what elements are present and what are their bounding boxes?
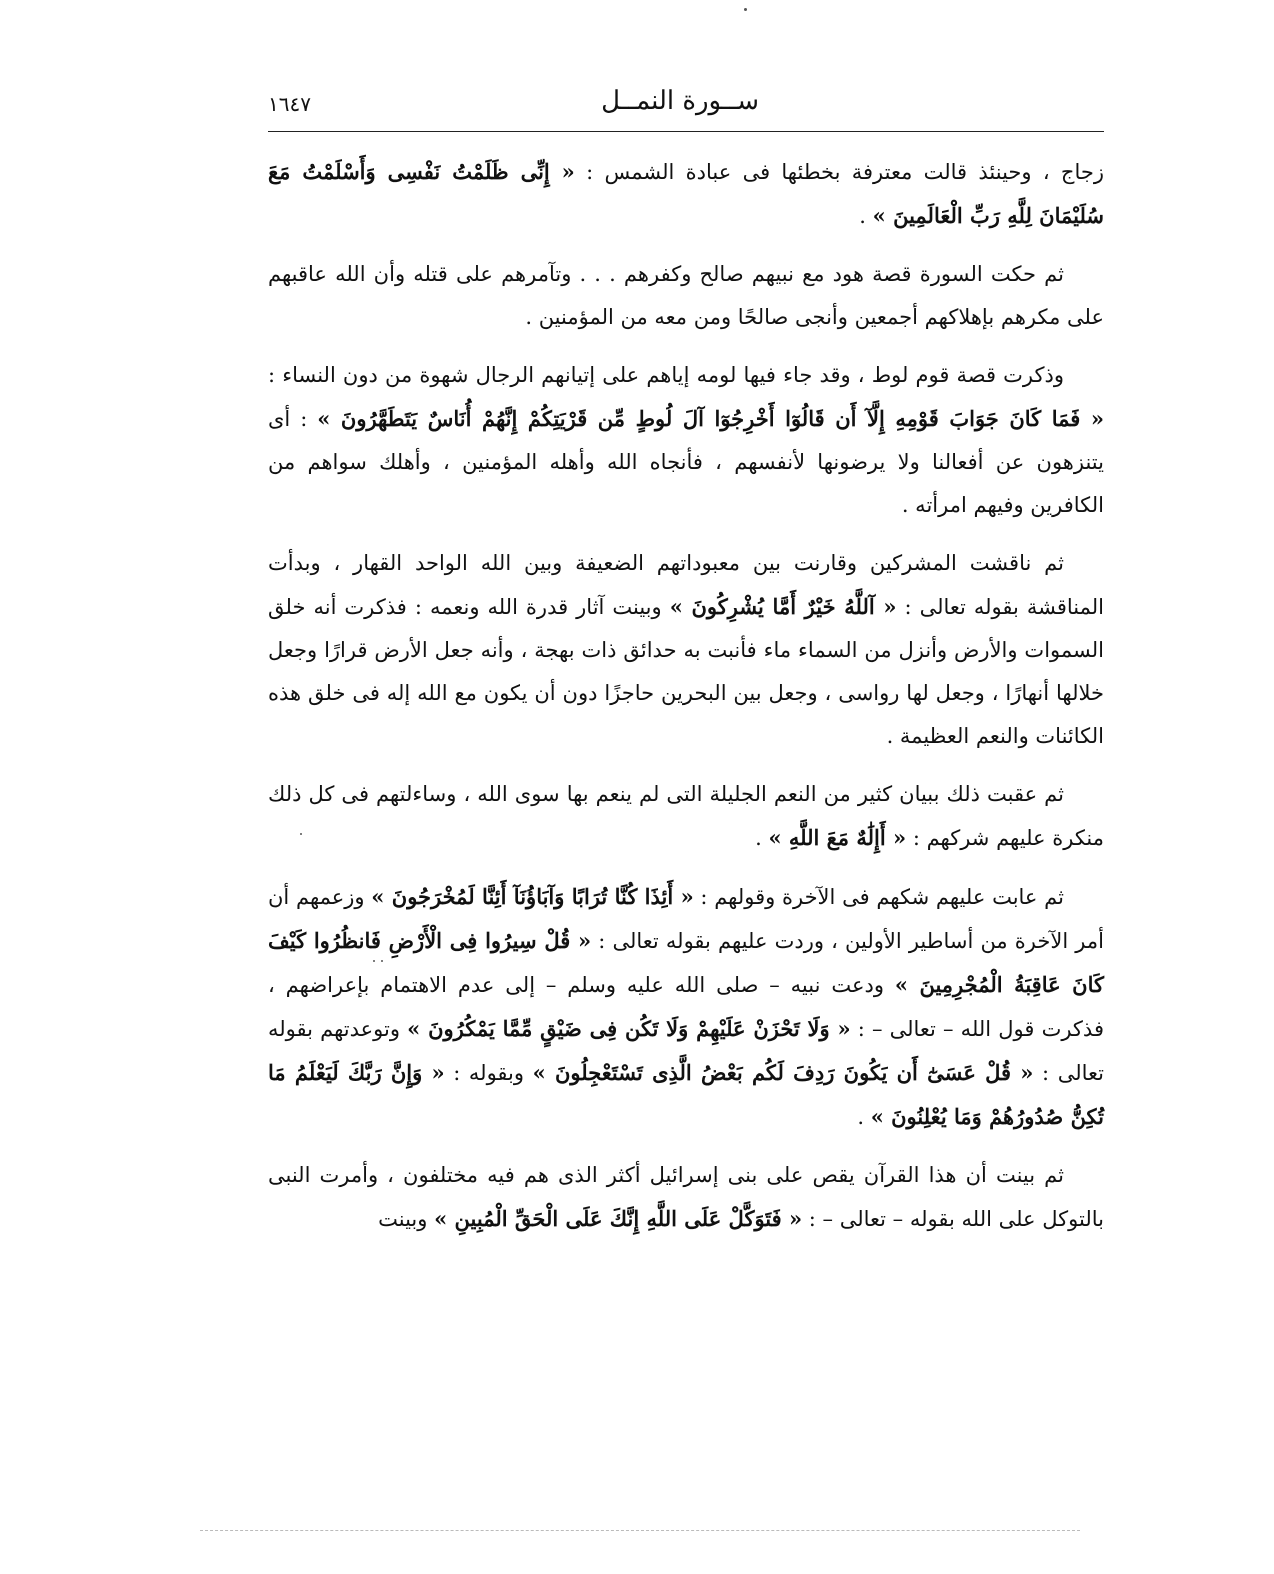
paragraph-text: ثم ناقشت المشركين وقارنت بين معبوداتهم الضعيفة وبين الله الواحد القهار ، وبدأت المناقشة بقوله تعالى : — [268, 551, 1104, 619]
quran-quote: « قُلْ سِيرُوا فِى الْأَرْضِ فَانظُرُوا كَيْفَ كَانَ عَاقِبَةُ الْمُجْرِمِينَ » — [268, 928, 1104, 997]
quran-quote: « آللَّهُ خَيْرٌ أَمَّا يُشْرِكُونَ » — [669, 594, 897, 619]
paragraph-5 — [268, 773, 1104, 860]
paragraph-text: وبينت آثار قدرة الله ونعمه : فذكرت أنه خلق السموات والأرض وأنزل من السماء ماء فأنبت به حدائق ذات بهجة ، وأنه جعل الأرض قرارًا وجعل خلالها أنهارًا ، وجعل لها رواسى ، وجعل بين البحرين حاجزًا دون أن يكون مع الله إله فى خلق هذه الكائنات والنعم العظيمة . — [268, 595, 1104, 748]
paragraph-7 — [268, 1154, 1104, 1241]
scan-speck — [373, 960, 375, 962]
page-header — [268, 84, 1104, 130]
scan-speck — [300, 833, 302, 835]
paragraph-4 — [268, 542, 1104, 758]
paragraph-text: . — [755, 826, 769, 850]
scan-speck — [381, 960, 383, 962]
paragraph-text: ثم بينت أن هذا القرآن يقص على بنى إسرائيل أكثر الذى هم فيه مختلفون ، وأمرت النبى بالتوكل على الله بقوله – تعالى – : — [268, 1163, 1104, 1231]
paragraph-3 — [268, 354, 1104, 527]
quran-quote: « قُلْ عَسَىٰٓ أَن يَكُونَ رَدِفَ لَكُم بَعْضُ الَّذِى تَسْتَعْجِلُونَ » — [532, 1060, 1034, 1085]
paragraph-text: . — [857, 1105, 871, 1129]
paragraph-text: . — [859, 204, 873, 228]
paragraph-text: وتوعدتهم بقوله تعالى : — [268, 1017, 1104, 1085]
paragraph-text: ثم حكت السورة قصة هود مع نبيهم صالح وكفرهم . . . وتآمرهم على قتله وأن الله عاقبهم على مكرهم بإهلاكهم أجمعين وأنجى صالحًا ومن معه من المؤمنين . — [268, 262, 1104, 329]
paragraph-text: ثم عقبت ذلك ببيان كثير من النعم الجليلة التى لم ينعم بها سوى الله ، وساءلتهم فى كل ذلك منكرة عليهم شركهم : — [268, 782, 1104, 850]
paragraph-text: : أى يتنزهون عن أفعالنا ولا يرضونها لأنفسهم ، فأنجاه الله وأهله المؤمنين ، وأهلك سواهم من الكافرين وفيهم امرأته . — [268, 407, 1104, 517]
quran-quote: « وَإِنَّ رَبَّكَ لَيَعْلَمُ مَا تُكِنُّ صُدُورُهُمْ وَمَا يُعْلِنُونَ » — [268, 1060, 1104, 1129]
paragraph-6 — [268, 875, 1104, 1139]
paragraph-2 — [268, 253, 1104, 339]
paragraph-text: زجاج ، وحينئذ قالت معترفة بخطئها فى عبادة الشمس : — [574, 160, 1104, 184]
page-number: ١٦٤٧ — [268, 92, 311, 116]
surah-title: ســورة النمــل — [601, 86, 759, 116]
paragraph-text: ثم عابت عليهم شكهم فى الآخرة وقولهم : — [693, 885, 1064, 909]
scan-speck — [744, 8, 747, 11]
quran-quote: « فَمَا كَانَ جَوَابَ قَوْمِهِ إِلَّآ أَن قَالُوٓا أَخْرِجُوٓا آلَ لُوطٍ مِّن قَرْيَتِكُمْ إِنَّهُمْ أُنَاسٌ يَتَطَهَّرُونَ » — [317, 406, 1104, 431]
quran-quote: « فَتَوَكَّلْ عَلَى اللَّهِ إِنَّكَ عَلَى الْحَقِّ الْمُبِينِ » — [434, 1206, 803, 1231]
paragraph-text: وزعمهم أن أمر الآخرة من أساطير الأولين ، وردت عليهم بقوله تعالى : — [268, 885, 1104, 953]
paragraph-1 — [268, 150, 1104, 238]
paragraph-text: وبينت — [378, 1207, 435, 1231]
paragraph-text: وذكرت قصة قوم لوط ، وقد جاء فيها لومه إياهم على إتيانهم الرجال شهوة من دون النساء : — [268, 363, 1064, 387]
scan-edge-line — [200, 1530, 1080, 1531]
quran-quote: « إِنِّى ظَلَمْتُ نَفْسِى وَأَسْلَمْتُ مَعَ سُلَيْمَانَ لِلَّهِ رَبِّ الْعَالَمِينَ » — [268, 159, 1104, 228]
quran-quote: « وَلَا تَحْزَنْ عَلَيْهِمْ وَلَا تَكُن فِى ضَيْقٍ مِّمَّا يَمْكُرُونَ » — [407, 1016, 851, 1041]
paragraph-text: وبقوله : — [444, 1061, 533, 1085]
quran-quote: « أَإِلَٰهٌ مَعَ اللَّهِ » — [768, 825, 907, 850]
quran-quote: « أَئِذَا كُنَّا تُرَابًا وَآبَاؤُنَآ أَئِنَّا لَمُخْرَجُونَ » — [371, 884, 694, 909]
body-text — [268, 150, 1104, 1256]
paragraph-text: ودعت نبيه – صلى الله عليه وسلم – إلى عدم الاهتمام بإعراضهم ، فذكرت قول الله – تعالى – : — [268, 973, 1104, 1041]
header-divider — [268, 131, 1104, 132]
